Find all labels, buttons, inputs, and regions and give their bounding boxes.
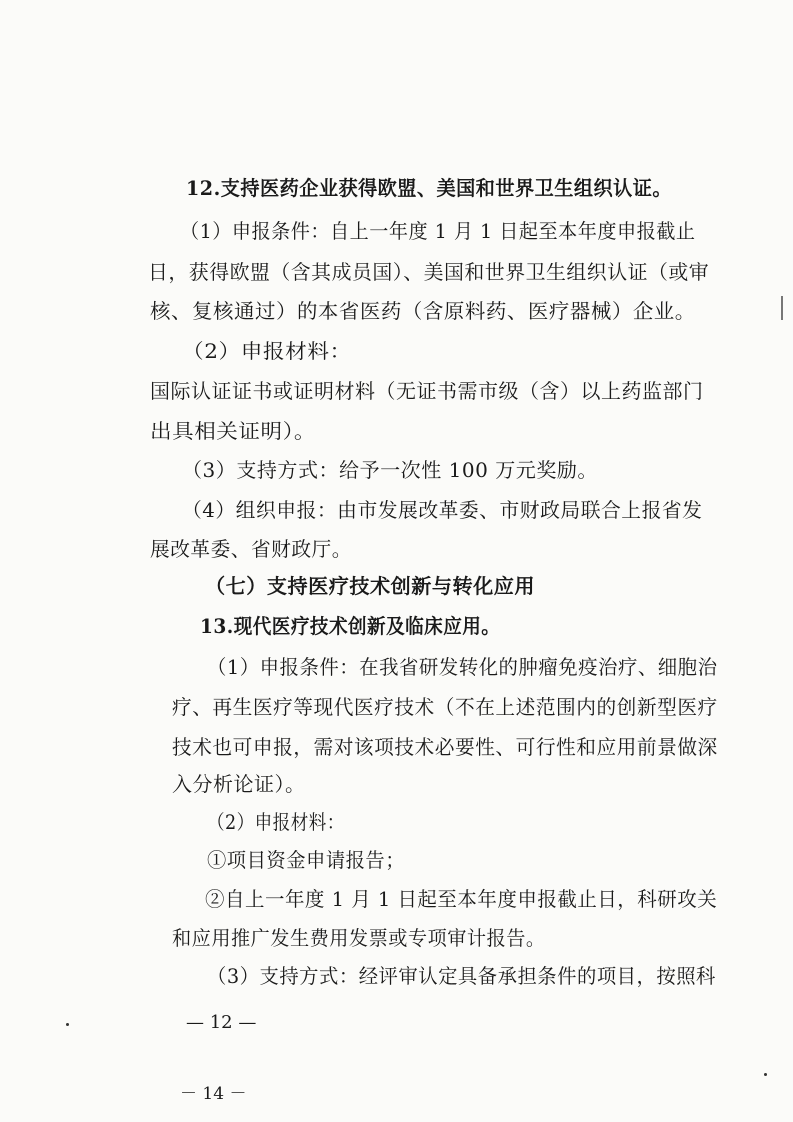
section-heading: 12.支持医药企业获得欧盟、美国和世界卫生组织认证。	[186, 176, 672, 200]
paragraph-line: 出具相关证明）。	[150, 419, 317, 443]
paragraph-line: （4）组织申报：由市发展改革委、市财政局联合上报省发	[182, 498, 703, 522]
paragraph-line: ②自上一年度 1 月 1 日起至本年度申报截止日，科研攻关	[205, 887, 718, 911]
paragraph-line: 日，获得欧盟（含其成员国）、美国和世界卫生组织认证（或审	[148, 260, 710, 284]
paragraph-line: （2）申报材料：	[207, 810, 345, 834]
paragraph-line: 技术也可申报，需对该项技术必要性、可行性和应用前景做深	[172, 735, 718, 759]
inner-page-number: — 12 —	[186, 1012, 257, 1033]
paragraph-line: （1）申报条件：在我省研发转化的肿瘤免疫治疗、细胞治	[207, 655, 718, 679]
scan-speck	[764, 1073, 767, 1076]
outer-page-number: － 14 －	[180, 1084, 247, 1104]
paragraph-line: （3）支持方式：经评审认定具备承担条件的项目，按照科	[207, 964, 716, 988]
scan-speck	[66, 1023, 69, 1026]
paragraph-line: 和应用推广发生费用发票或专项审计报告。	[172, 926, 546, 950]
paragraph-line: （3）支持方式：给予一次性 100 万元奖励。	[182, 458, 598, 482]
paragraph-line: 入分析论证）。	[172, 772, 306, 796]
paragraph-line: ①项目资金申请报告；	[207, 848, 406, 872]
scan-edge-mark	[781, 296, 783, 320]
paragraph-line: 疗、再生医疗等现代医疗技术（不在上述范围内的创新型医疗	[172, 695, 718, 719]
paragraph-line: （1）申报条件：自上一年度 1 月 1 日起至本年度申报截止	[180, 219, 696, 243]
paragraph-line: 核、复核通过）的本省医药（含原料药、医疗器械）企业。	[150, 299, 696, 323]
paragraph-line: 展改革委、省财政厅。	[150, 537, 352, 561]
paragraph-line: （2）申报材料：	[182, 339, 352, 363]
paragraph-line: 国际认证证书或证明材料（无证书需市级（含）以上药监部门	[150, 379, 704, 403]
section-heading: 13.现代医疗技术创新及临床应用。	[200, 614, 501, 638]
section-heading: （七）支持医疗技术创新与转化应用	[205, 574, 535, 598]
